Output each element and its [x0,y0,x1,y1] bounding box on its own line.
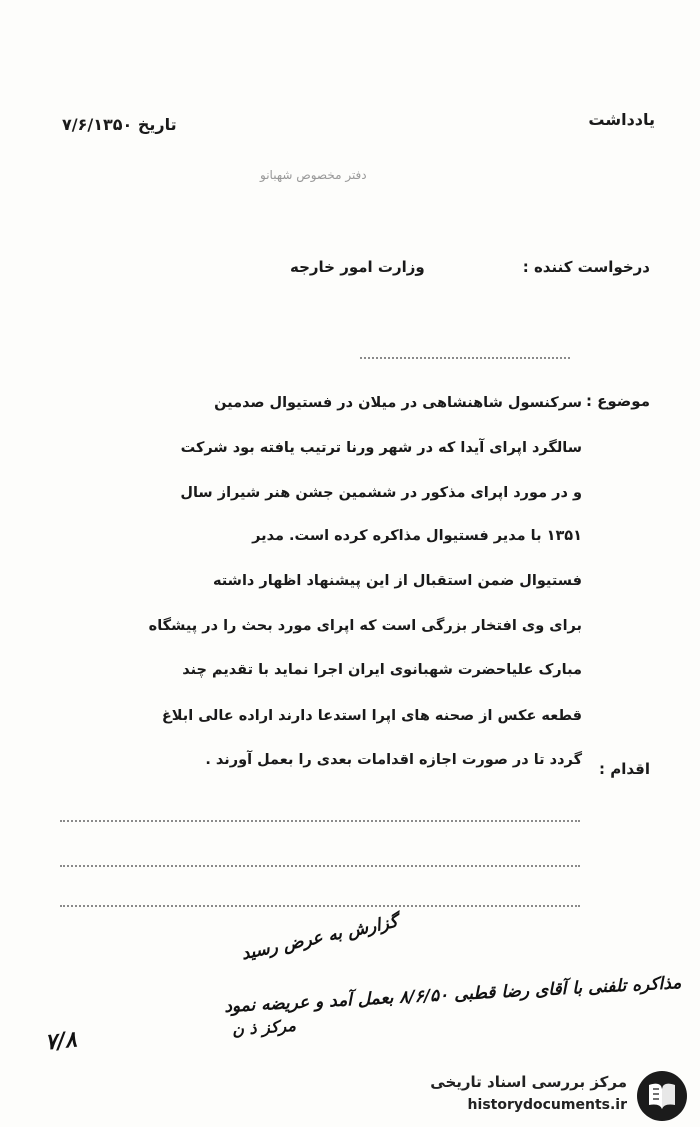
watermark-url: historydocuments.ir [467,1097,627,1113]
handwritten-date: ۷/۸ [43,1026,78,1056]
subject-line: مبارک علیاحضرت شهبانوی ایران اجرا نماید با تقدیم چند [182,662,582,678]
watermark [405,1065,695,1127]
action-label: اقدام : [599,760,650,778]
handwritten-note-2: مذاکره تلفنی با آقای رضا قطبی ۸/۶/۵۰ بعمل آمد و عریضه نمود [224,973,683,1017]
watermark-title: مرکز بررسی اسناد تاریخی [430,1073,627,1091]
dotted-line [360,357,570,359]
faint-stamp-text: دفتر مخصوص شهبانو [260,168,367,182]
subject-line: سالگرد اپرای آیدا که در شهر ورنا ترتیب یافته بود شرکت [180,440,582,456]
subject-line: فستیوال ضمن استقبال از این پیشنهاد اظهار داشته [212,573,582,589]
requester-label: درخواست کننده : [522,258,650,276]
memo-label: یادداشت [588,110,655,129]
book-logo-icon [635,1069,689,1123]
subject-line: قطعه عکس از صحنه های اپرا استدعا دارند اراده عالی ابلاغ [161,708,582,724]
subject-line: برای وی افتخار بزرگی است که اپرای مورد بحث را در پیشگاه [148,618,582,634]
date-line: تاریخ ۷/۶/۱۳۵۰ [62,115,177,134]
subject-line: گردد تا در صورت اجازه اقدامات بعدی را بعمل آورند . [205,752,582,768]
dotted-line [60,865,580,867]
handwritten-note-3: مرکز ذ ن [231,1015,297,1040]
dotted-line [60,820,580,822]
subject-label: موضوع : [585,392,650,410]
subject-line: و در مورد اپرای مذکور در ششمین جشن هنر شیراز سال [180,485,582,501]
requester-value: وزارت امور خارجه [290,258,425,276]
dotted-line [60,905,580,907]
subject-line: سرکنسول شاهنشاهی در میلان در فستیوال صدمین [214,395,582,411]
subject-line: ۱۳۵۱ با مدیر فستیوال مذاکره کرده است. مدیر [252,528,582,544]
handwritten-note-1: گزارش به عرض رسید [239,911,400,965]
